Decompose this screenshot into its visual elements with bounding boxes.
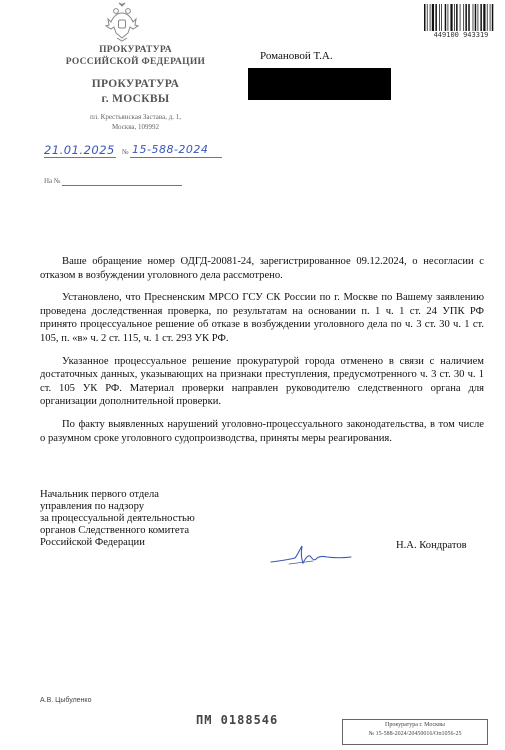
outgoing-number: 15-588-2024 [132, 143, 209, 156]
executor-name: А.В. Цыбуленко [40, 697, 92, 704]
date-underline [44, 157, 116, 158]
addressee-name: Романовой Т.А. [260, 50, 333, 62]
stamp-line-2: № 15-588-2024/20450016/Оп1056-25 [368, 730, 462, 737]
barcode-icon [423, 4, 499, 31]
signatory-title [40, 489, 195, 549]
body-paragraph-3: Указанное процессуальное решение прокуратурой города отменено в связи с наличием достаточных данных, указывающих на признаки преступления, предусмотренного ч. 3 ст. 30 ч. 1 ст. 105 УК РФ. Материал проверки направлен руководителю следственного органа для организации дополнительной проверки. [40, 355, 484, 408]
signatory-name: Н.А. Кондратов [396, 540, 467, 551]
number-sign: № [122, 148, 129, 156]
outgoing-date: 21.01.2025 [44, 143, 115, 157]
org-name-line2: РОССИЙСКОЙ ФЕДЕРАЦИИ [65, 57, 206, 67]
signatory-title-line: за процессуальной деятельностью [40, 513, 195, 524]
reply-to-underline [62, 185, 182, 186]
form-serial-code: ПМ 0188546 [196, 713, 279, 727]
body-paragraph-2: Установлено, что Пресненским МРСО ГСУ СК России по г. Москве по Вашему заявлению проведена доследственная проверка, по результатам на основании п. 1 ч. 1 ст. 24 УПК РФ принято процессуальное решение об отказе в возбуждении уголовного дела по ч. 3 ст. 30 ч. 1 ст. 105, п. «в» ч. 2 ст. 115, ч. 1 ст. 293 УК РФ. [40, 292, 484, 344]
redaction-block [248, 68, 391, 100]
barcode-number: 449100 943319 [433, 31, 489, 39]
number-underline [130, 157, 222, 158]
handwritten-signature [265, 540, 355, 570]
signatory-title-line: управления по надзору [40, 501, 145, 512]
signatory-title-line: органов Следственного комитета [40, 525, 190, 536]
stamp-line-1: Прокуратура г. Москвы [385, 722, 445, 728]
org-address-line1: пл. Крестьянская Застава, д. 1, [89, 113, 182, 121]
org-name-line1: ПРОКУРАТУРА [99, 45, 172, 55]
signatory-title-line: Российской Федерации [40, 537, 145, 548]
body-paragraph-4: По факту выявленных нарушений уголовно-процессуального законодательства, в том числе о разумном сроке уголовного судопроизводства, приняты меры реагирования. [40, 418, 484, 444]
coat-of-arms-icon [105, 2, 139, 42]
signatory-title-line: Начальник первого отдела [40, 489, 159, 500]
registration-stamp [342, 719, 488, 745]
org-name-line4: г. МОСКВЫ [101, 93, 170, 105]
body-paragraph-1: Ваше обращение номер ОДГД-20081-24, зарегистрированное 09.12.2024, о несогласии с отказом в возбуждении уголовного дела рассмотрено. [40, 256, 484, 281]
reply-to-label: На № [44, 177, 61, 185]
letter-body [40, 255, 484, 454]
org-name-line3: ПРОКУРАТУРА [91, 78, 180, 90]
org-address-line2: Москва, 109992 [111, 123, 160, 131]
